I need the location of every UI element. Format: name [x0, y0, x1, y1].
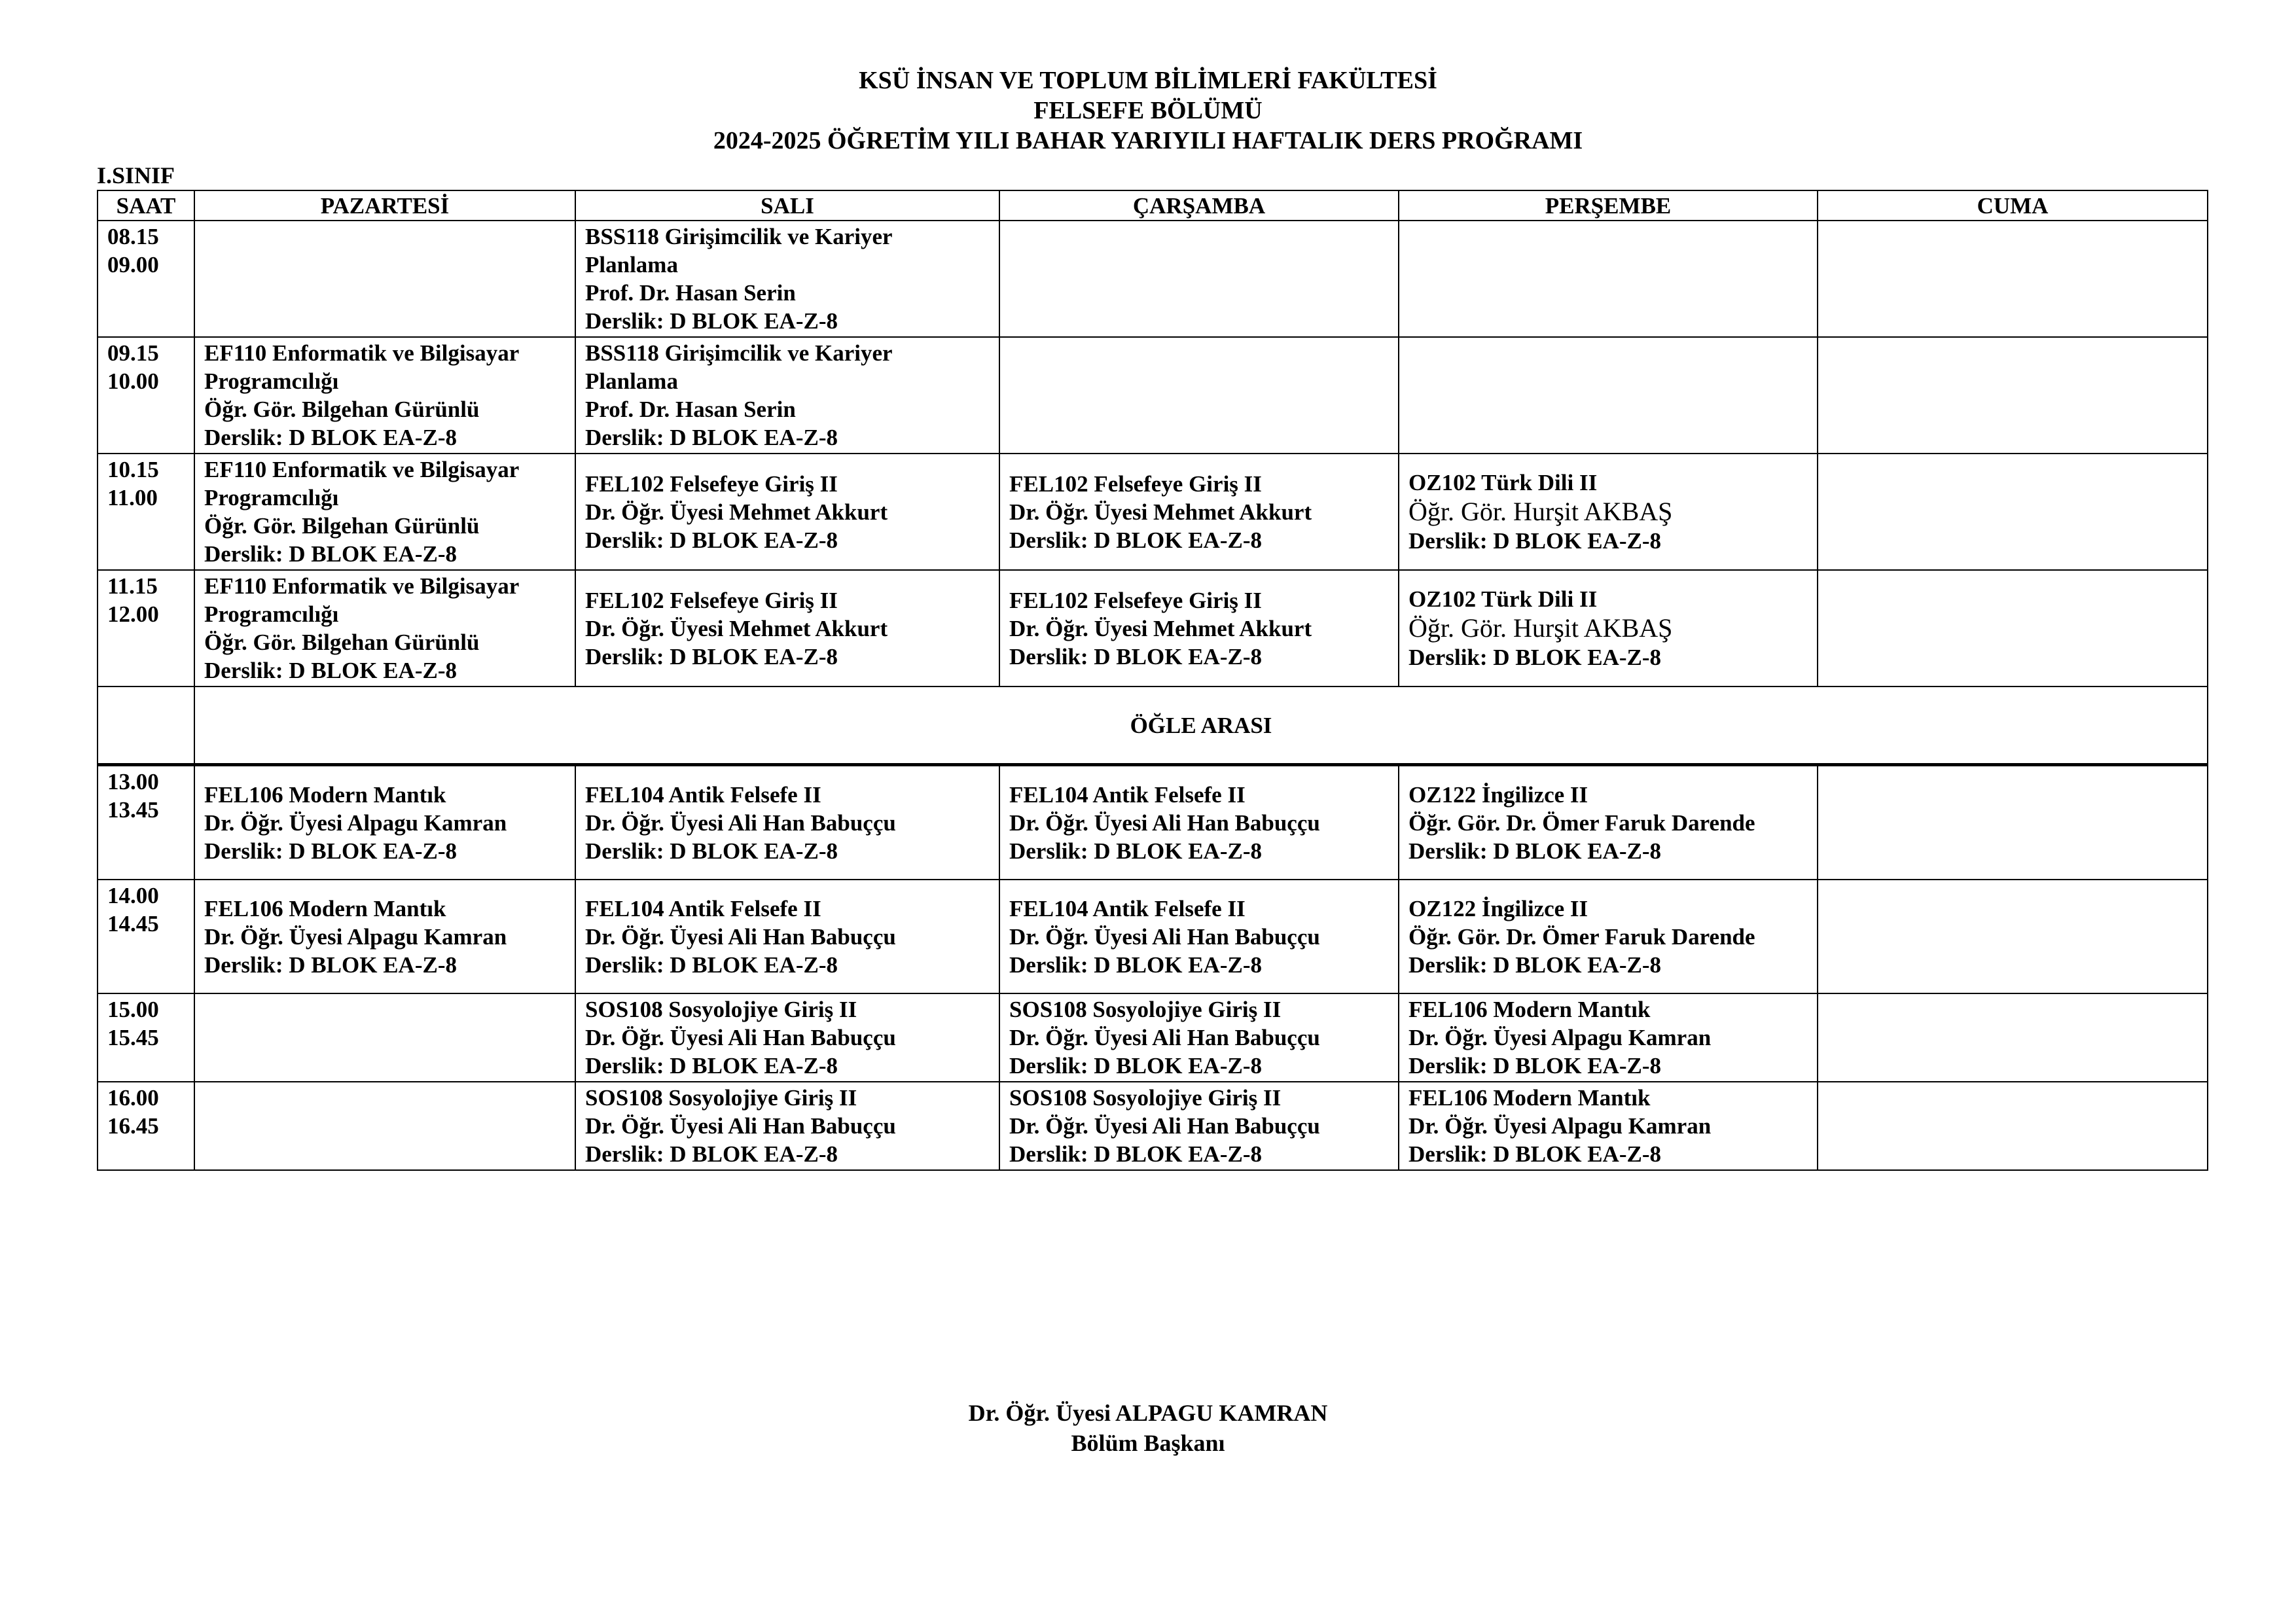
course-cell-monday — [194, 337, 575, 454]
time-slot-start: 14.00 — [107, 883, 159, 908]
column-header-tuesday: SALI — [575, 190, 999, 221]
schedule-body — [98, 221, 2208, 1170]
course-room: Derslik: D BLOK EA-Z-8 — [1009, 1141, 1262, 1167]
course-name: FEL102 Felsefeye Giriş II — [585, 471, 838, 497]
time-slot-start: 11.15 — [107, 573, 158, 599]
program-title: 2024-2025 ÖĞRETİM YILI BAHAR YARIYILI HAFTALIK DERS PROĞRAMI — [713, 127, 1583, 154]
course-cell-friday — [1818, 570, 2208, 687]
time-slot-cell — [98, 454, 194, 570]
course-room: Derslik: D BLOK EA-Z-8 — [1009, 952, 1262, 978]
course-name: EF110 Enformatik ve Bilgisayar — [204, 457, 520, 482]
course-name: FEL104 Antik Felsefe II — [1009, 781, 1246, 808]
course-cell-wednesday — [999, 454, 1399, 570]
course-room: Derslik: D BLOK EA-Z-8 — [585, 838, 838, 864]
class-label: I.SINIF — [97, 162, 175, 188]
course-room: Derslik: D BLOK EA-Z-8 — [1408, 528, 1661, 554]
course-cell-friday — [1818, 221, 2208, 337]
course-name: BSS118 Girişimcilik ve Kariyer — [585, 224, 893, 249]
course-line: Dr. Öğr. Üyesi Mehmet Akkurt — [585, 615, 888, 641]
course-line: Dr. Öğr. Üyesi Alpagu Kamran — [1408, 1025, 1712, 1050]
course-cell-friday — [1818, 337, 2208, 454]
course-line: Öğr. Gör. Dr. Ömer Faruk Darende — [1408, 810, 1755, 836]
course-line: Öğr. Gör. Bilgehan Gürünlü — [204, 630, 480, 655]
course-cell-friday — [1818, 993, 2208, 1082]
course-room: Derslik: D BLOK EA-Z-8 — [585, 527, 838, 553]
course-line: Dr. Öğr. Üyesi Ali Han Babuççu — [585, 923, 896, 950]
course-cell-wednesday — [999, 221, 1399, 337]
course-cell-wednesday — [999, 1082, 1399, 1170]
course-name: FEL106 Modern Mantık — [1408, 997, 1651, 1022]
course-cell-monday — [194, 993, 575, 1082]
course-name: FEL104 Antik Felsefe II — [1009, 895, 1246, 921]
course-room: Derslik: D BLOK EA-Z-8 — [204, 425, 457, 450]
course-cell-monday — [194, 1082, 575, 1170]
time-slot-end: 13.45 — [107, 797, 159, 823]
signature-block — [0, 1398, 2296, 1458]
course-cell-monday — [194, 221, 575, 337]
course-cell-tuesday — [575, 1082, 999, 1170]
course-line: Planlama — [585, 252, 678, 277]
course-cell-tuesday — [575, 880, 999, 993]
course-room: Derslik: D BLOK EA-Z-8 — [1408, 952, 1661, 978]
time-slot-end: 12.00 — [107, 601, 159, 627]
course-name: FEL106 Modern Mantık — [204, 895, 446, 921]
course-name: SOS108 Sosyolojiye Giriş II — [1009, 997, 1282, 1022]
course-cell-tuesday — [575, 221, 999, 337]
course-line: Öğr. Gör. Hurşit AKBAŞ — [1408, 613, 1673, 643]
column-header-wednesday: ÇARŞAMBA — [999, 190, 1399, 221]
time-slot-end: 11.00 — [107, 485, 158, 510]
course-cell-tuesday — [575, 765, 999, 880]
table-row — [98, 880, 2208, 993]
course-cell-monday — [194, 765, 575, 880]
course-cell-wednesday — [999, 880, 1399, 993]
column-header-time: SAAT — [98, 190, 194, 221]
department-title: FELSEFE BÖLÜMÜ — [1033, 97, 1263, 124]
course-room: Derslik: D BLOK EA-Z-8 — [585, 1141, 838, 1167]
column-header-thursday: PERŞEMBE — [1399, 190, 1818, 221]
lunch-break-row — [98, 687, 2208, 765]
course-name: SOS108 Sosyolojiye Giriş II — [585, 997, 857, 1022]
course-line: Programcılığı — [204, 368, 339, 394]
course-cell-tuesday — [575, 337, 999, 454]
table-header-row — [98, 190, 2208, 221]
course-room: Derslik: D BLOK EA-Z-8 — [1009, 838, 1262, 864]
course-name: EF110 Enformatik ve Bilgisayar — [204, 340, 520, 366]
course-name: OZ102 Türk Dili II — [1408, 586, 1598, 612]
course-line: Dr. Öğr. Üyesi Ali Han Babuççu — [1009, 810, 1320, 836]
course-cell-thursday — [1399, 993, 1818, 1082]
course-name: FEL102 Felsefeye Giriş II — [1009, 471, 1262, 497]
time-slot-end: 14.45 — [107, 911, 159, 936]
course-name: EF110 Enformatik ve Bilgisayar — [204, 573, 520, 599]
course-room: Derslik: D BLOK EA-Z-8 — [585, 308, 838, 334]
course-room: Derslik: D BLOK EA-Z-8 — [1009, 527, 1262, 553]
course-cell-tuesday — [575, 993, 999, 1082]
course-cell-thursday — [1399, 221, 1818, 337]
course-cell-thursday — [1399, 1082, 1818, 1170]
course-room: Derslik: D BLOK EA-Z-8 — [1408, 645, 1661, 670]
course-line: Programcılığı — [204, 601, 339, 627]
course-room: Derslik: D BLOK EA-Z-8 — [1408, 838, 1661, 864]
course-line: Öğr. Gör. Hurşit AKBAŞ — [1408, 497, 1673, 526]
course-name: OZ122 İngilizce II — [1408, 895, 1588, 921]
time-slot-cell — [98, 337, 194, 454]
course-room: Derslik: D BLOK EA-Z-8 — [585, 952, 838, 978]
course-room: Derslik: D BLOK EA-Z-8 — [1009, 643, 1262, 669]
course-name: OZ122 İngilizce II — [1408, 781, 1588, 808]
time-slot-start: 09.15 — [107, 340, 159, 366]
course-name: FEL104 Antik Felsefe II — [585, 895, 821, 921]
course-line: Öğr. Gör. Bilgehan Gürünlü — [204, 397, 480, 422]
course-name: BSS118 Girişimcilik ve Kariyer — [585, 340, 893, 366]
course-cell-friday — [1818, 1082, 2208, 1170]
course-room: Derslik: D BLOK EA-Z-8 — [204, 658, 457, 683]
course-line: Dr. Öğr. Üyesi Alpagu Kamran — [1408, 1113, 1712, 1139]
course-cell-monday — [194, 454, 575, 570]
course-name: FEL104 Antik Felsefe II — [585, 781, 821, 808]
course-room: Derslik: D BLOK EA-Z-8 — [585, 643, 838, 669]
time-slot-cell — [98, 765, 194, 880]
lunch-break-label: ÖĞLE ARASI — [194, 687, 2208, 765]
course-cell-thursday — [1399, 880, 1818, 993]
time-slot-start: 08.15 — [107, 224, 159, 249]
time-slot-end: 09.00 — [107, 252, 159, 277]
course-cell-friday — [1818, 765, 2208, 880]
course-room: Derslik: D BLOK EA-Z-8 — [1408, 1141, 1661, 1167]
time-slot-cell — [98, 570, 194, 687]
course-line: Öğr. Gör. Bilgehan Gürünlü — [204, 513, 480, 539]
time-slot-end: 16.45 — [107, 1113, 159, 1139]
time-slot-cell — [98, 880, 194, 993]
signatory-name: Dr. Öğr. Üyesi ALPAGU KAMRAN — [968, 1400, 1328, 1426]
course-line: Dr. Öğr. Üyesi Ali Han Babuççu — [1009, 923, 1320, 950]
course-line: Planlama — [585, 368, 678, 394]
course-line: Dr. Öğr. Üyesi Ali Han Babuççu — [1009, 1025, 1320, 1050]
weekly-schedule-table — [97, 190, 2208, 1171]
table-row — [98, 337, 2208, 454]
course-line: Dr. Öğr. Üyesi Mehmet Akkurt — [1009, 615, 1312, 641]
table-row — [98, 993, 2208, 1082]
course-line: Programcılığı — [204, 485, 339, 510]
faculty-title: KSÜ İNSAN VE TOPLUM BİLİMLERİ FAKÜLTESİ — [859, 67, 1437, 94]
course-line: Dr. Öğr. Üyesi Alpagu Kamran — [204, 810, 507, 836]
course-cell-monday — [194, 880, 575, 993]
course-line: Prof. Dr. Hasan Serin — [585, 280, 796, 306]
time-slot-end: 15.45 — [107, 1025, 159, 1050]
course-room: Derslik: D BLOK EA-Z-8 — [1009, 1053, 1262, 1079]
course-line: Dr. Öğr. Üyesi Mehmet Akkurt — [585, 499, 888, 525]
course-line: Dr. Öğr. Üyesi Ali Han Babuççu — [585, 810, 896, 836]
lunch-break-time-cell — [98, 687, 194, 765]
course-cell-wednesday — [999, 337, 1399, 454]
course-name: FEL106 Modern Mantık — [1408, 1085, 1651, 1111]
time-slot-end: 10.00 — [107, 368, 159, 394]
course-name: FEL102 Felsefeye Giriş II — [585, 587, 838, 613]
time-slot-cell — [98, 221, 194, 337]
course-cell-wednesday — [999, 570, 1399, 687]
course-line: Dr. Öğr. Üyesi Ali Han Babuççu — [585, 1113, 896, 1139]
time-slot-start: 10.15 — [107, 457, 159, 482]
course-room: Derslik: D BLOK EA-Z-8 — [204, 541, 457, 567]
course-room: Derslik: D BLOK EA-Z-8 — [204, 838, 457, 864]
course-name: SOS108 Sosyolojiye Giriş II — [585, 1085, 857, 1111]
course-room: Derslik: D BLOK EA-Z-8 — [585, 425, 838, 450]
course-cell-wednesday — [999, 993, 1399, 1082]
course-cell-tuesday — [575, 570, 999, 687]
course-cell-wednesday — [999, 765, 1399, 880]
course-room: Derslik: D BLOK EA-Z-8 — [204, 952, 457, 978]
column-header-monday: PAZARTESİ — [194, 190, 575, 221]
course-name: FEL106 Modern Mantık — [204, 781, 446, 808]
table-row — [98, 765, 2208, 880]
course-cell-monday — [194, 570, 575, 687]
course-cell-thursday — [1399, 570, 1818, 687]
time-slot-cell — [98, 1082, 194, 1170]
table-row — [98, 570, 2208, 687]
time-slot-start: 13.00 — [107, 769, 159, 794]
course-room: Derslik: D BLOK EA-Z-8 — [1408, 1053, 1661, 1079]
course-cell-thursday — [1399, 454, 1818, 570]
signatory-title: Bölüm Başkanı — [1071, 1430, 1225, 1456]
course-cell-thursday — [1399, 337, 1818, 454]
course-name: OZ102 Türk Dili II — [1408, 470, 1598, 495]
course-line: Öğr. Gör. Dr. Ömer Faruk Darende — [1408, 923, 1755, 950]
document-header — [0, 65, 2296, 156]
course-room: Derslik: D BLOK EA-Z-8 — [585, 1053, 838, 1079]
course-name: SOS108 Sosyolojiye Giriş II — [1009, 1085, 1282, 1111]
time-slot-cell — [98, 993, 194, 1082]
column-header-friday: CUMA — [1818, 190, 2208, 221]
course-cell-tuesday — [575, 454, 999, 570]
course-line: Dr. Öğr. Üyesi Mehmet Akkurt — [1009, 499, 1312, 525]
course-line: Dr. Öğr. Üyesi Ali Han Babuççu — [1009, 1113, 1320, 1139]
course-line: Prof. Dr. Hasan Serin — [585, 397, 796, 422]
course-name: FEL102 Felsefeye Giriş II — [1009, 587, 1262, 613]
course-cell-thursday — [1399, 765, 1818, 880]
course-line: Dr. Öğr. Üyesi Ali Han Babuççu — [585, 1025, 896, 1050]
course-cell-friday — [1818, 880, 2208, 993]
course-line: Dr. Öğr. Üyesi Alpagu Kamran — [204, 923, 507, 950]
table-row — [98, 454, 2208, 570]
time-slot-start: 16.00 — [107, 1085, 159, 1111]
time-slot-start: 15.00 — [107, 997, 159, 1022]
course-cell-friday — [1818, 454, 2208, 570]
table-row — [98, 1082, 2208, 1170]
table-row — [98, 221, 2208, 337]
